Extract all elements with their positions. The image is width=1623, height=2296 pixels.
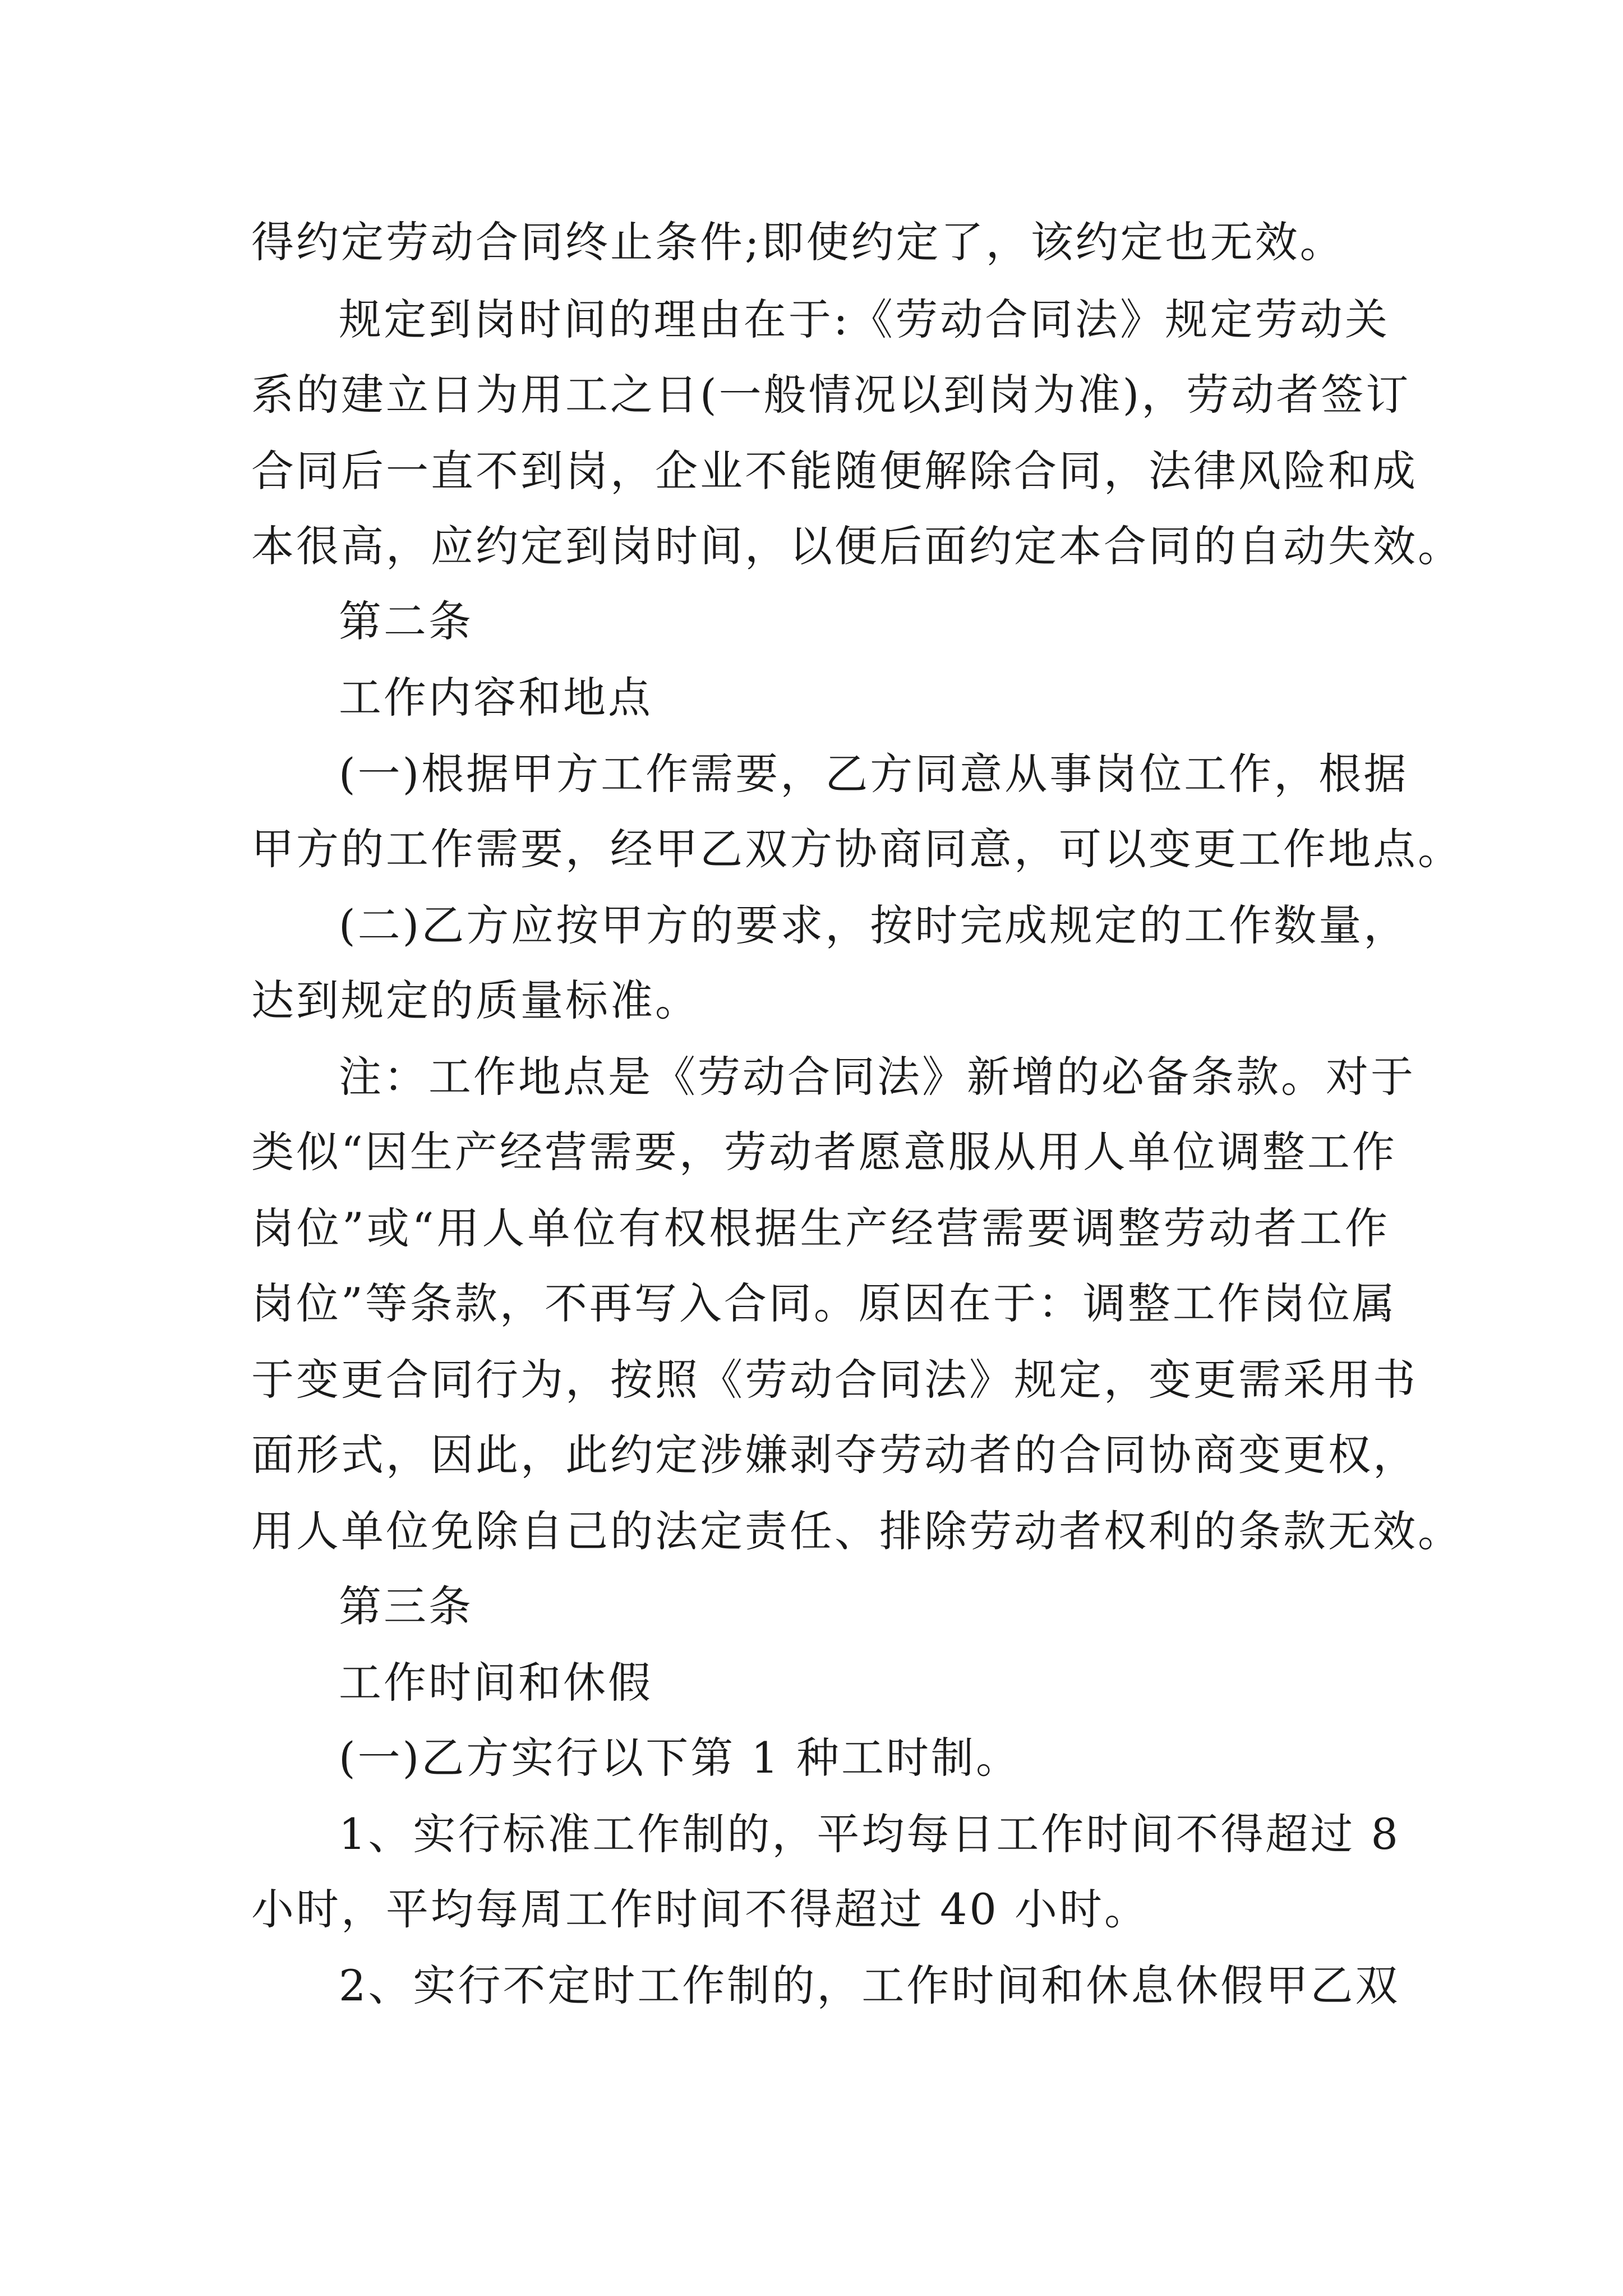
text-line: 于变更合同行为，按照《劳动合同法》规定，变更需采用书 [251, 1355, 1418, 1405]
article-heading: 第二条 [339, 596, 473, 646]
article-heading: 第三条 [339, 1581, 473, 1631]
text-line: 本很高，应约定到岗时间，以便后面约定本合同的自动失效。 [251, 521, 1463, 571]
text-line: 小时，平均每周工作时间不得超过 40 小时。 [251, 1884, 1150, 1934]
text-line: (一)根据甲方工作需要，乙方同意从事岗位工作，根据 [339, 749, 1409, 799]
section-title: 工作内容和地点 [339, 673, 653, 723]
text-line: 用人单位免除自己的法定责任、排除劳动者权利的条款无效。 [251, 1506, 1463, 1556]
text-line: 甲方的工作需要，经甲乙双方协商同意，可以变更工作地点。 [251, 824, 1463, 874]
text-line: 2、实行不定时工作制的，工作时间和休息休假甲乙双 [339, 1961, 1400, 2010]
section-title: 工作时间和休假 [339, 1658, 653, 1708]
text-line: 岗位”或“用人单位有权根据生产经营需要调整劳动者工作 [251, 1203, 1390, 1253]
text-line: 岗位”等条款，不再写入合同。原因在于：调整工作岗位属 [251, 1278, 1397, 1328]
text-line: 得约定劳动合同终止条件;即使约定了，该约定也无效。 [251, 217, 1345, 267]
text-line: (二)乙方应按甲方的要求，按时完成规定的工作数量， [339, 900, 1409, 950]
text-line: (一)乙方实行以下第 1 种工时制。 [339, 1733, 1021, 1783]
text-line: 注：工作地点是《劳动合同法》新增的必备条款。对于 [339, 1052, 1415, 1102]
text-line: 合同后一直不到岗，企业不能随便解除合同，法律风险和成 [251, 446, 1418, 496]
text-line: 系的建立日为用工之日(一般情况以到岗为准)，劳动者签订 [251, 370, 1411, 420]
text-line: 类似“因生产经营需要，劳动者愿意服从用人单位调整工作 [251, 1127, 1397, 1177]
text-line: 规定到岗时间的理由在于:《劳动合同法》规定劳动关 [339, 295, 1390, 344]
text-line: 达到规定的质量标准。 [251, 976, 700, 1025]
text-line: 1、实行标准工作制的，平均每日工作时间不得超过 8 [339, 1809, 1400, 1859]
text-line: 面形式，因此，此约定涉嫌剥夺劳动者的合同协商变更权， [251, 1430, 1418, 1480]
